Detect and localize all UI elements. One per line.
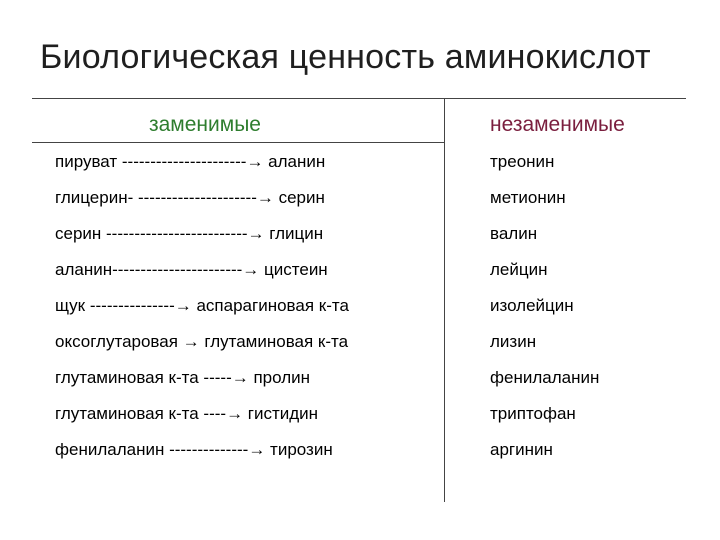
essential-item: триптофан: [490, 404, 576, 423]
essential-item: лизин: [490, 332, 537, 351]
top-rule: [32, 98, 686, 99]
header-rule: [32, 142, 444, 143]
slide-title: Биологическая ценность аминокислот: [40, 38, 651, 76]
essential-item: аргинин: [490, 440, 553, 459]
replaceable-column-header: заменимые: [149, 113, 261, 136]
replaceable-item: аланин-----------------------→ цистеин: [55, 260, 328, 279]
essential-item: валин: [490, 224, 538, 243]
replaceable-item: глутаминовая к-та -----→ пролин: [55, 368, 310, 387]
replaceable-item: оксоглутаровая → глутаминовая к-та: [55, 332, 349, 351]
column-divider: [444, 98, 445, 502]
replaceable-item: глутаминовая к-та ----→ гистидин: [55, 404, 319, 423]
replaceable-item: пируват ----------------------→ аланин: [55, 152, 326, 171]
replaceable-item: фенилаланин --------------→ тирозин: [55, 440, 333, 459]
essential-item: метионин: [490, 188, 566, 207]
replaceable-item: глицерин- ---------------------→ серин: [55, 188, 325, 207]
replaceable-item: серин -------------------------→ глицин: [55, 224, 324, 243]
essential-item: изолейцин: [490, 296, 574, 315]
essential-item: лейцин: [490, 260, 548, 279]
essential-item: фенилаланин: [490, 368, 600, 387]
replaceable-item: щук ---------------→ аспарагиновая к-та: [55, 296, 349, 315]
replaceable-amino-acid-list: [55, 150, 349, 474]
essential-item: треонин: [490, 152, 555, 171]
essential-amino-acid-list: [490, 150, 599, 474]
essential-column-header: незаменимые: [490, 113, 625, 136]
